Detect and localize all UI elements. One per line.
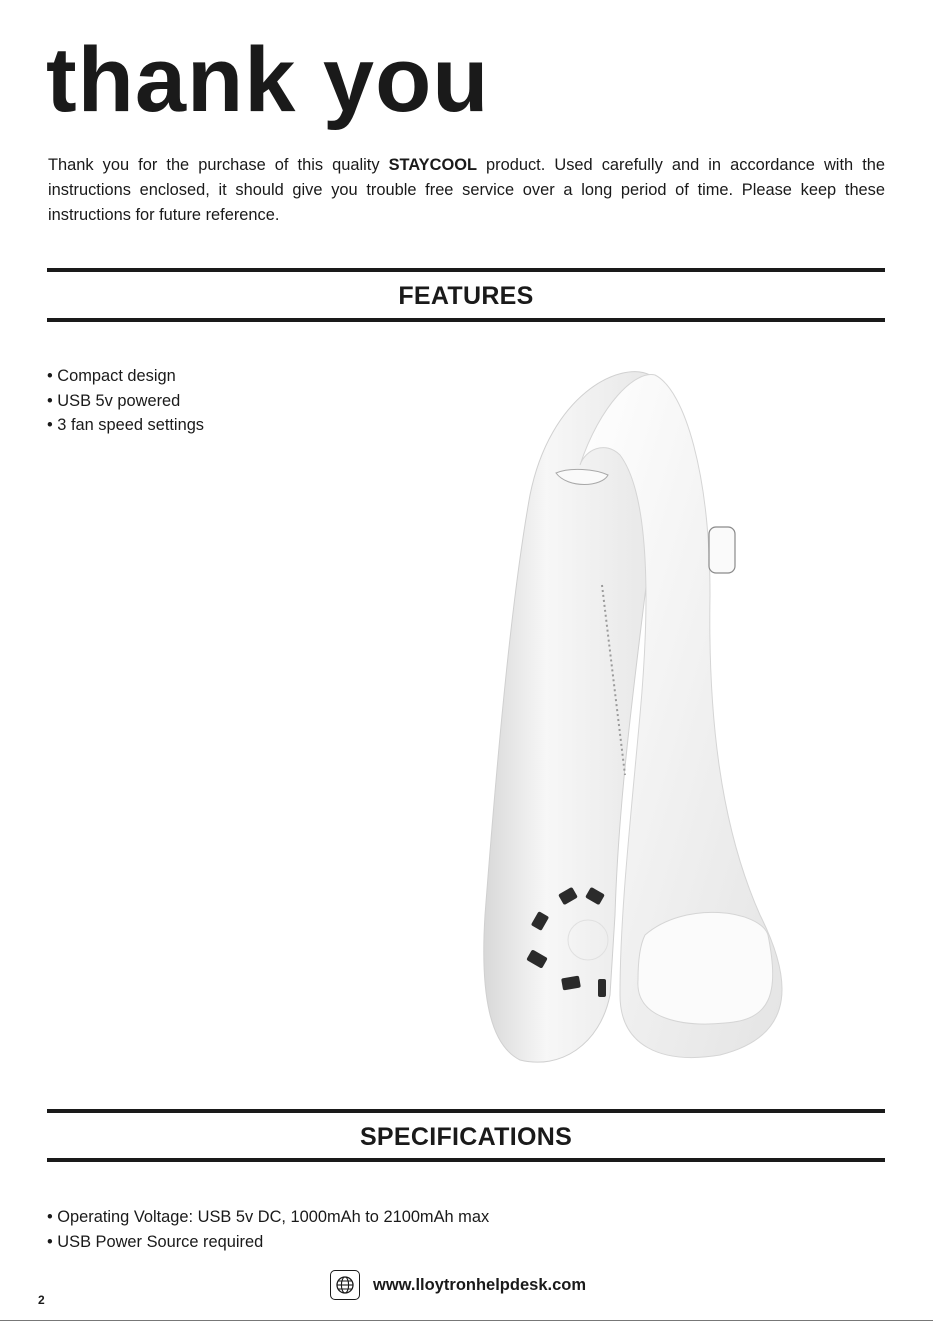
page-title: thank you xyxy=(46,29,490,131)
page-bottom-divider xyxy=(0,1320,933,1321)
features-top-rule xyxy=(47,268,885,272)
intro-text-before: Thank you for the purchase of this quality xyxy=(48,156,389,174)
page-number: 2 xyxy=(38,1293,45,1307)
specifications-top-rule xyxy=(47,1109,885,1113)
features-bottom-rule xyxy=(47,318,885,322)
list-item: • USB 5v powered xyxy=(47,389,204,414)
list-item: • Compact design xyxy=(47,364,204,389)
list-item: • Operating Voltage: USB 5v DC, 1000mAh to 2100mAh max xyxy=(47,1205,489,1230)
specifications-list xyxy=(47,1205,489,1254)
globe-icon xyxy=(330,1270,360,1300)
neck-fan-illustration xyxy=(470,355,810,1075)
list-item: • 3 fan speed settings xyxy=(47,413,204,438)
brand-name: STAYCOOL xyxy=(388,156,477,174)
list-item: • USB Power Source required xyxy=(47,1230,489,1255)
features-heading: FEATURES xyxy=(398,282,534,310)
helpdesk-url[interactable]: www.lloytronhelpdesk.com xyxy=(373,1275,587,1294)
intro-paragraph xyxy=(48,153,885,228)
helpdesk-link[interactable] xyxy=(330,1268,586,1302)
features-list xyxy=(47,364,204,438)
specifications-bottom-rule xyxy=(47,1158,885,1162)
specifications-heading: SPECIFICATIONS xyxy=(359,1123,573,1151)
intro-text-after: product. Used carefully and in accordance with the instructions enclosed, it should give you trouble free service over a long period of time. Please keep these instructions for future reference. xyxy=(48,156,885,224)
